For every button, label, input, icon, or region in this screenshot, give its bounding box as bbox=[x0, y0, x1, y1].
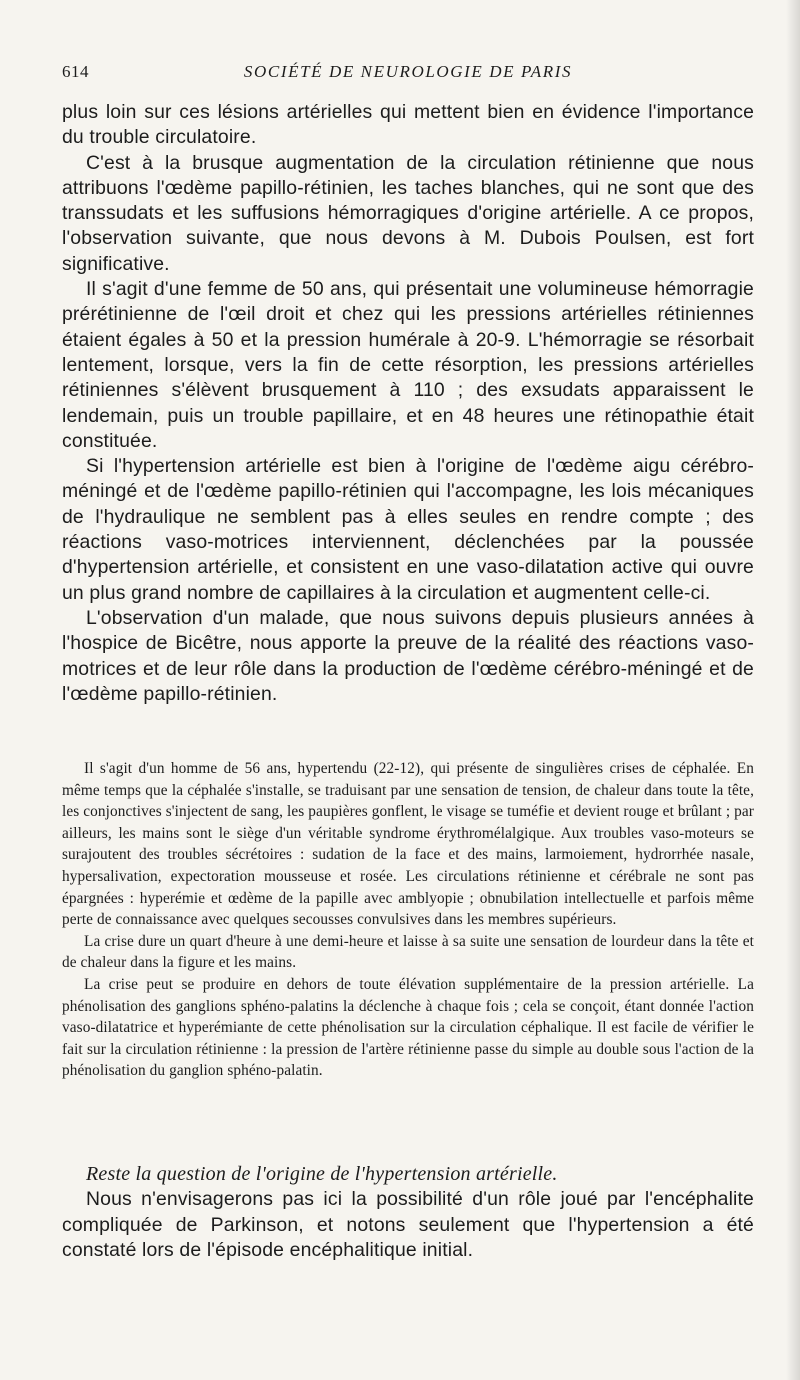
case-report-paragraph: La crise peut se produire en dehors de toute élévation supplémentaire de la pression artérielle. La phénolisation des ganglions sphéno-palatins la déclenche à chaque fois ; cela se conçoit, étant donnée l'action vaso-dilatatrice et hyperémiante de cette phénolisation sur la circulation céphalique. Il est facile de vérifier le fait sur la circulation rétinienne : la pression de l'artère rétinienne passe du simple au double sous l'action de la phénolisation du ganglion sphéno-palatin. bbox=[62, 975, 754, 1080]
paragraph: C'est à la brusque augmentation de la circulation rétinienne que nous attribuons l'œdème papillo-rétinien, les taches blanches, qui ne sont que des transsudats et les suffusions hémorragiques d'origine artérielle. A ce propos, l'observation suivante, que nous devons à M. Dubois Poulsen, est fort significative. bbox=[62, 151, 754, 275]
paragraph: Si l'hypertension artérielle est bien à l'origine de l'œdème aigu cérébro-méningé et de l'œdème papillo-rétinien qui l'accompagne, les lois mécaniques de l'hydraulique ne semblent pas à elles seules en rendre compte ; des réactions vaso-motrices interviennent, déclenchées par la poussée d'hypertension artérielle, et consistent en une vaso-dilatation active qui ouvre un plus grand nombre de capillaires à la circulation et augmentent celle-ci. bbox=[62, 455, 754, 604]
running-title: SOCIÉTÉ DE NEUROLOGIE DE PARIS bbox=[243, 62, 573, 81]
case-report-paragraph: La crise dure un quart d'heure à une demi-heure et laisse à sa suite une sensation de lourdeur dans la tête et de chaleur dans la figure et les mains. bbox=[62, 932, 754, 972]
page-header bbox=[62, 62, 754, 88]
case-report-block bbox=[62, 758, 754, 1082]
page-number: 614 bbox=[62, 62, 89, 81]
paragraph: Nous n'envisagerons pas ici la possibilité d'un rôle joué par l'encéphalite compliquée de Parkinson, et notons seulement que l'hypertension a été constaté lors de l'épisode encéphalitique initial. bbox=[62, 1188, 754, 1261]
main-text-block bbox=[62, 100, 754, 707]
case-report-paragraph: Il s'agit d'un homme de 56 ans, hypertendu (22-12), qui présente de singulières crises de céphalée. En même temps que la céphalée s'installe, se traduisant par une sensation de tension, de chaleur dans toute la tête, les conjonctives s'injectent de sang, les paupières gonflent, le visage se tuméfie et devient rouge et brûlant ; par ailleurs, les mains sont le siège d'un véritable syndrome érythromélalgique. Aux troubles vaso-moteurs se surajoutent des troubles sécrétoires : sudation de la face et des mains, larmoiement, hydrorrhée nasale, hypersalivation, expectoration mousseuse et rosée. Les circulations rétinienne et cérébrale ne sont pas épargnées : hyperémie et œdème de la papille avec amblyopie ; obnubilation intellectuelle et parfois même perte de connaissance avec quelques secousses convulsives dans les membres supérieurs. bbox=[62, 760, 754, 929]
paragraph: Il s'agit d'une femme de 50 ans, qui présentait une volumineuse hémorragie prérétinienne de l'œil droit et chez qui les pressions artérielles rétiniennes étaient égales à 50 et la pression humérale à 20-9. L'hémorragie se résorbait lentement, lorsque, vers la fin de cette résorption, les pressions artérielles rétiniennes s'élèvent brusquement à 110 ; des exsudats apparaissent le lendemain, puis un trouble papillaire, et en 48 heures une rétinopathie était constituée. bbox=[62, 278, 754, 452]
section-title: Reste la question de l'origine de l'hypertension artérielle. bbox=[86, 1163, 558, 1185]
paragraph-continuation: plus loin sur ces lésions artérielles qui mettent bien en évidence l'importance du trouble circulatoire. bbox=[62, 101, 754, 149]
page-edge-shadow bbox=[786, 0, 800, 1380]
paragraph: L'observation d'un malade, que nous suivons depuis plusieurs années à l'hospice de Bicêtre, nous apporte la preuve de la réalité des réactions vaso-motrices et de leur rôle dans la production de l'œdème cérébro-méningé et de l'œdème papillo-rétinien. bbox=[62, 606, 754, 705]
closing-section bbox=[62, 1162, 754, 1263]
